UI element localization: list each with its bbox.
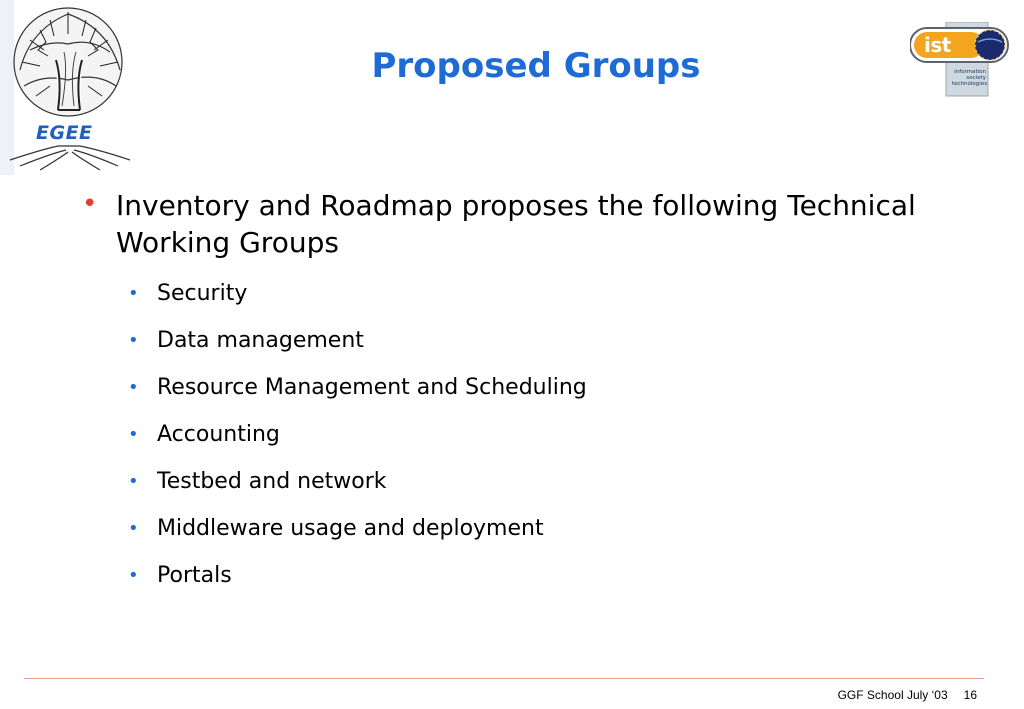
- bullet-dot-icon: •: [128, 424, 139, 445]
- tree-logo-icon: [0, 0, 140, 175]
- slide-title: Proposed Groups: [371, 46, 701, 86]
- footer: [0, 688, 977, 702]
- footer-text: GGF School July ‘03: [837, 688, 948, 702]
- page-number: 16: [963, 688, 977, 702]
- bullet-dot-icon: •: [82, 189, 98, 219]
- main-bullet: [82, 187, 962, 261]
- ist-tagline: information society technologies: [952, 69, 988, 87]
- bullet-dot-icon: •: [128, 377, 139, 398]
- ist-wordmark: ist: [924, 33, 951, 57]
- footer-divider: [24, 678, 984, 679]
- main-bullet-text: Inventory and Roadmap proposes the following Technical Working Groups: [116, 189, 916, 259]
- bullet-dot-icon: •: [128, 565, 139, 586]
- bullet-dot-icon: •: [128, 518, 139, 539]
- bullet-dot-icon: •: [128, 471, 139, 492]
- slide: EGEE ist information society technologies Proposed Groups • Inventory and Roadmap proposes the following Technical Working Groups • Security • Data management • Resource Management and Scheduling • Accounting • Testbed and network • Middleware usage and deployment • Portals GGF School July ‘03 16: [0, 0, 1024, 709]
- egee-logo: [0, 0, 140, 175]
- egee-label: EGEE: [36, 122, 93, 144]
- bullet-dot-icon: •: [128, 330, 139, 351]
- bullet-dot-icon: •: [128, 283, 139, 304]
